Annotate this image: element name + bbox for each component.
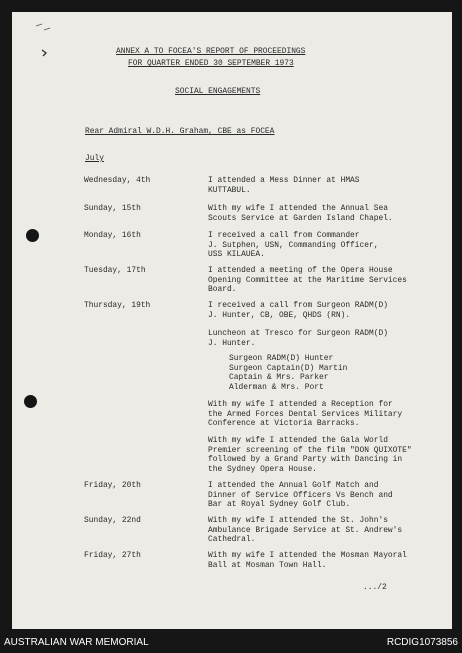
entry-text: With my wife I attended the St. John's Ambulance Brigade Service at St. Andrew's Cathedral. <box>208 516 403 545</box>
entry-text: I attended a Mess Dinner at HMAS KUTTABUL. <box>208 176 360 195</box>
entry-date: Wednesday, 4th <box>84 176 151 185</box>
entry-date: Sunday, 22nd <box>84 516 141 525</box>
entry-text: With my wife I attended the Annual Sea Scouts Service at Garden Island Chapel. <box>208 204 393 223</box>
entry-date: Tuesday, 17th <box>84 266 146 275</box>
entry-text: I attended a meeting of the Opera House Opening Committee at the Maritime Services Board. <box>208 266 407 295</box>
entry-text: I received a call from Commander J. Sutphen, USN, Commanding Officer, USS KILAUEA. <box>208 231 379 260</box>
officer-heading: Rear Admiral W.D.H. Graham, CBE as FOCEA <box>85 127 275 136</box>
entry-text: With my wife I attended the Gala World Premier screening of the film "DON QUIXOTE" followed by a Grand Party with Dancing in the Sydney Opera House. <box>208 436 412 474</box>
pen-mark-icon <box>32 20 62 60</box>
section-title: SOCIAL ENGAGEMENTS <box>175 87 261 96</box>
quarter-title: FOR QUARTER ENDED 30 SEPTEMBER 1973 <box>128 59 294 68</box>
month-heading: July <box>85 154 104 163</box>
guest-list: Surgeon RADM(D) Hunter Surgeon Captain(D) Martin Captain & Mrs. Parker Alderman & Mrs. Port <box>229 354 348 392</box>
archive-name: AUSTRALIAN WAR MEMORIAL <box>4 637 149 648</box>
entry-text: With my wife I attended a Reception for the Armed Forces Dental Services Military Conference at Victoria Barracks. <box>208 400 403 429</box>
entry-date: Thursday, 19th <box>84 301 151 310</box>
punch-hole <box>24 395 37 408</box>
entry-text: With my wife I attended the Mosman Mayoral Ball at Mosman Town Hall. <box>208 551 407 570</box>
entry-text: I received a call from Surgeon RADM(D) J. Hunter, CB, OBE, QHDS (RN). <box>208 301 388 320</box>
entry-text: I attended the Annual Golf Match and Dinner of Service Officers Vs Bench and Bar at Royal Sydney Golf Club. <box>208 481 393 510</box>
record-id: RCDIG1073856 <box>386 637 458 648</box>
document-page <box>12 12 452 629</box>
entry-date: Friday, 20th <box>84 481 141 490</box>
entry-text: Luncheon at Tresco for Surgeon RADM(D) J. Hunter. <box>208 329 388 348</box>
annex-title: ANNEX A TO FOCEA'S REPORT OF PROCEEDINGS <box>116 47 306 56</box>
continuation-marker: .../2 <box>363 583 387 592</box>
entry-date: Monday, 16th <box>84 231 141 240</box>
punch-hole <box>26 229 39 242</box>
entry-date: Friday, 27th <box>84 551 141 560</box>
entry-date: Sunday, 15th <box>84 204 141 213</box>
archive-footer <box>0 633 462 653</box>
